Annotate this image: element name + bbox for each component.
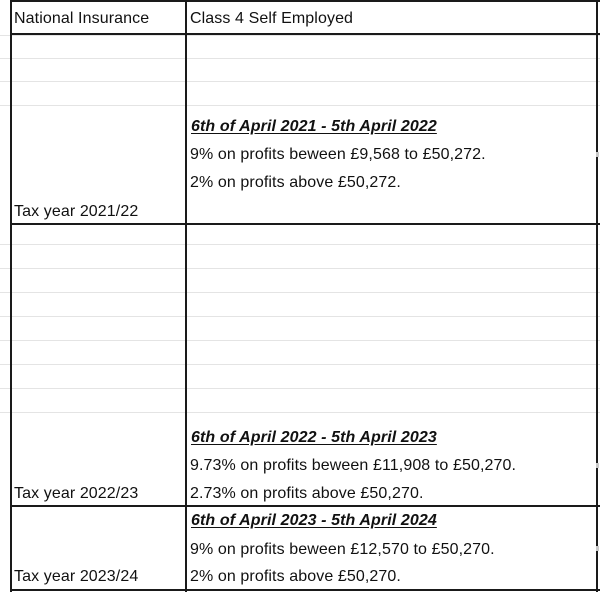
period-2022-23: 6th of April 2022 - 5th April 2023 [191,429,437,446]
header-national-insurance: National Insurance [14,10,150,27]
gridline [0,244,600,245]
tax-year-2022-23: Tax year 2022/23 [14,485,139,502]
gridline [0,58,600,59]
rate-line-2021-22-main: 9% on profits beween £9,568 to £50,272. [190,146,486,163]
gridline [0,340,600,341]
table-border-header [10,33,600,35]
gridline [0,81,600,82]
gridline [0,105,600,106]
gridline [0,388,600,389]
rate-line-2023-24-upper: 2% on profits above £50,270. [190,568,401,585]
clipped-cell-mark [596,546,599,551]
gridline [0,316,600,317]
table-border-right [596,0,598,592]
tax-year-2021-22: Tax year 2021/22 [14,203,139,220]
table-border-left [10,0,12,592]
gridline [0,412,600,413]
clipped-cell-mark [596,152,599,157]
tax-year-2023-24: Tax year 2023/24 [14,568,139,585]
period-2023-24: 6th of April 2023 - 5th April 2024 [191,512,437,529]
table-border-row1 [10,223,600,225]
gridline [0,364,600,365]
rate-line-2022-23-upper: 2.73% on profits above £50,270. [190,485,424,502]
table-border-top [10,0,600,2]
rate-line-2022-23-main: 9.73% on profits beween £11,908 to £50,270. [190,457,517,474]
rate-line-2023-24-main: 9% on profits beween £12,570 to £50,270. [190,541,495,558]
table-border-bottom [10,589,600,591]
clipped-cell-mark [596,463,599,468]
header-class4-self-employed: Class 4 Self Employed [190,10,354,27]
gridline [0,268,600,269]
table-border-middle [185,0,187,592]
period-2021-22: 6th of April 2021 - 5th April 2022 [191,118,437,135]
gridline [0,35,600,36]
rate-line-2021-22-upper: 2% on profits above £50,272. [190,174,401,191]
table-border-row2 [10,505,600,507]
gridline [0,292,600,293]
